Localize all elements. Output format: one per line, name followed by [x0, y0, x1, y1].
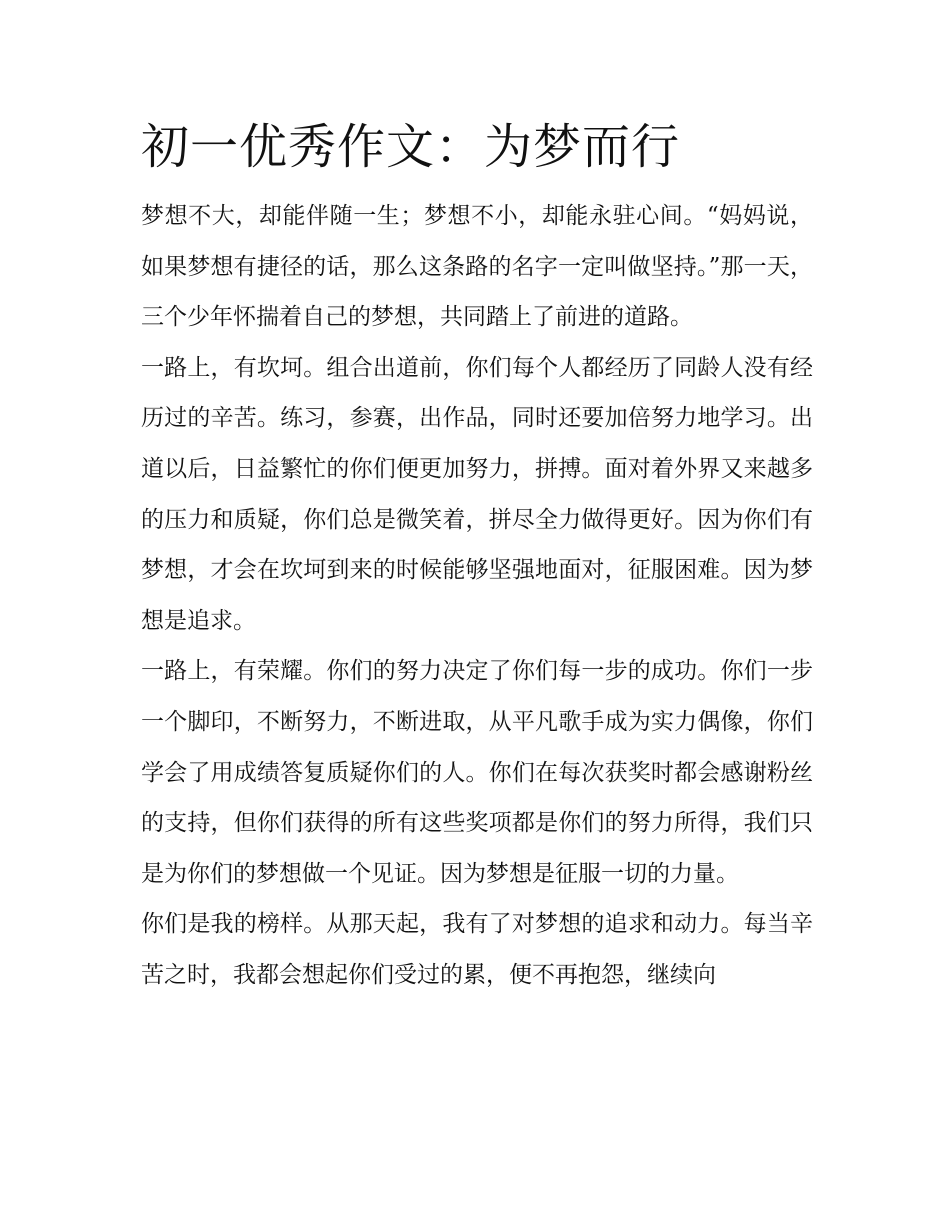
paragraph-glory: 一路上，有荣耀。你们的努力决定了你们每一步的成功。你们一步一个脚印，不断努力，不断进取，从平凡歌手成为实力偶像，你们学会了用成绩答复质疑你们的人。你们在每次获奖时都会感谢粉丝的支持，但你们获得的所有这些奖项都是你们的努力所得，我们只是为你们的梦想做一个见证。因为梦想是征服一切的力量。 [141, 658, 813, 887]
paragraph-intro: 梦想不大，却能伴随一生；梦想不小，却能永驻心间。“妈妈说，如果梦想有捷径的话，那么这条路的名字一定叫做坚持。”那一天，三个少年怀揣着自己的梦想，共同踏上了前进的道路。 [141, 203, 813, 331]
document-body [141, 113, 813, 1001]
paragraph-role-model: 你们是我的榜样。从那天起，我有了对梦想的追求和动力。每当辛苦之时，我都会想起你们受过的累，便不再抱怨，继续向 [141, 911, 813, 988]
page-title: 初一优秀作文：为梦而行 [141, 119, 681, 175]
paragraph-hardships: 一路上，有坎坷。组合出道前，你们每个人都经历了同龄人没有经历过的辛苦。练习，参赛，出作品，同时还要加倍努力地学习。出道以后，日益繁忙的你们便更加努力，拼搏。面对着外界又来越多的压力和质疑，你们总是微笑着，拼尽全力做得更好。因为你们有梦想，才会在坎坷到来的时候能够坚强地面对，征服困难。因为梦想是追求。 [141, 354, 813, 634]
